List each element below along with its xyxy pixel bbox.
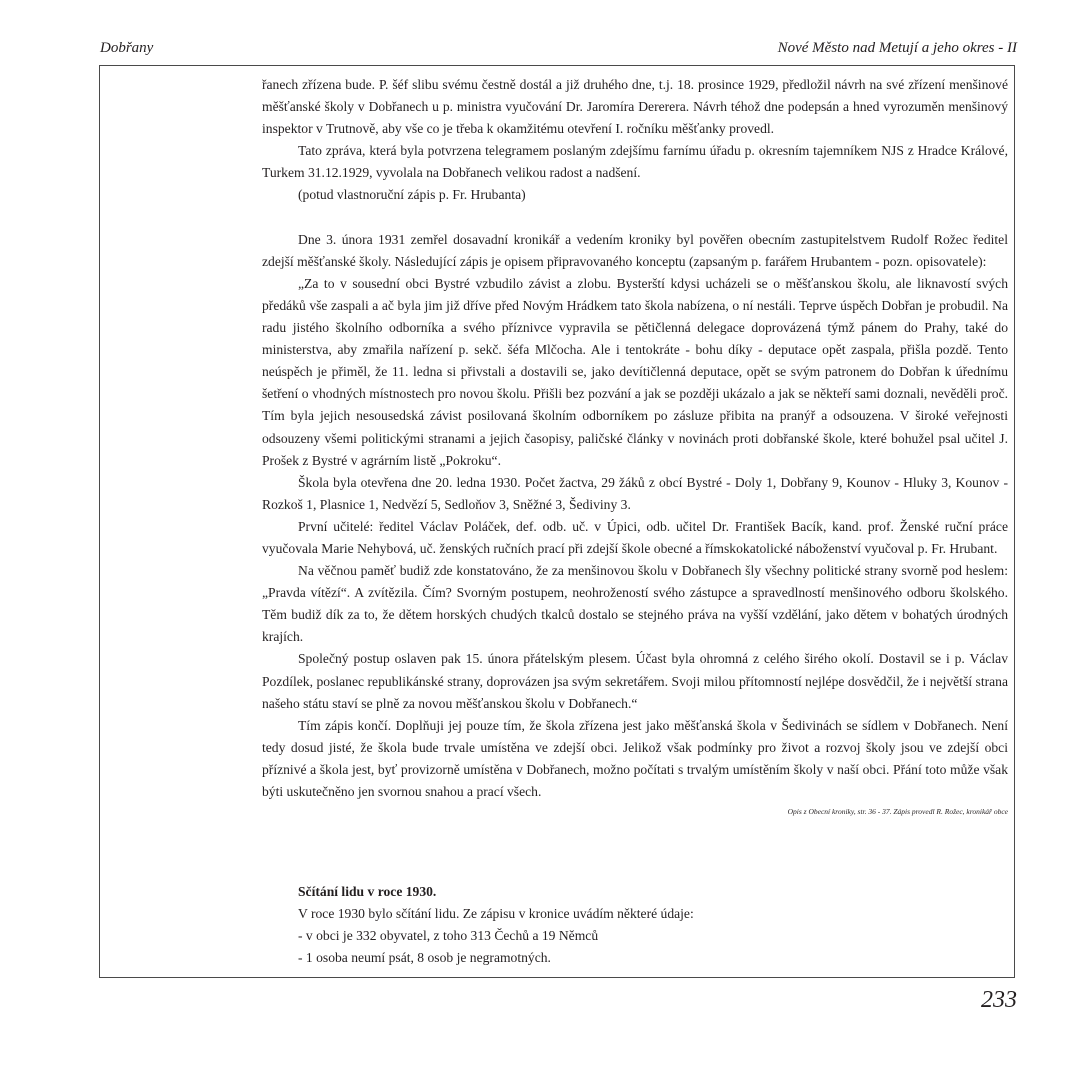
paragraph: Na věčnou paměť budiž zde konstatováno, že za menšinovou školu v Dobřanech šly všechny politické strany svorně pod heslem: „Pravda vítězí“. A zvítězila. Čím? Svorným postupem, neohrožeností svého zástupce a spravedlností menšinového odboru školského. Těm budiž dík za to, že dětem horských chudých tkalců dostalo se stejného práva na vyšší vzdělání, jako dětem v bohatých úrodných krajích. (262, 563, 1008, 645)
blank-line (262, 207, 1008, 229)
header-left-title: Dobřany (100, 40, 154, 56)
paragraph: řanech zřízena bude. P. šéf slibu svému čestně dostál a již druhého dne, t.j. 18. prosince 1929, předložil návrh na své zřízení menšinové měšťanské školy v Dobřanech u p. ministra vyučování Dr. Jaromíra Dererera. Návrh téhož dne podepsán a hned vyrozuměn menšinový inspektor v Trutnově, aby vše co je třeba k okamžitému otevření I. ročníku měšťanky provedl. (262, 77, 1008, 137)
section-line: - v obci je 332 obyvatel, z toho 313 Čechů a 19 Němců (298, 928, 599, 943)
paragraph: První učitelé: ředitel Václav Poláček, def. odb. uč. v Úpici, odb. učitel Dr. František Bacík, kand. prof. Ženské ruční práce vyučovala Marie Nehybová, uč. ženských ručních prací při zdejší škole obecné a římskokatolické náboženství vyučoval p. Fr. Hrubant. (262, 518, 1008, 556)
section-line: - 1 osoba neumí psát, 8 osob je negramotných. (298, 950, 551, 965)
section-heading: Sčítání lidu v roce 1930. (298, 884, 437, 899)
paragraph: (potud vlastnoruční zápis p. Fr. Hrubanta) (298, 187, 526, 203)
paragraph: Společný postup oslaven pak 15. února přátelským plesem. Účast byla ohromná z celého širého okolí. Dostavil se i p. Václav Pozdílek, poslanec republikánské strany, doprovázen jsa svým sekretářem. Svoji milou přítomností nejlépe dosvědčil, že i největší strana našeho státu staví se plně za novou měšťanskou školu v Dobřanech.“ (262, 651, 1008, 711)
page-number: 233 (981, 987, 1017, 1013)
paragraph: Škola byla otevřena dne 20. ledna 1930. Počet žactva, 29 žáků z obcí Bystré - Doly 1, Dobřany 9, Kounov - Hluky 3, Kounov - Rozkoš 1, Plasnice 1, Nedvězí 5, Sedloňov 3, Sněžné 3, Šediviny 3. (262, 474, 1008, 512)
source-note: Opis z Obecní kroniky, str. 36 - 37. Zápis provedl R. Rožec, kronikář obce (787, 807, 1008, 817)
section-line: V roce 1930 bylo sčítání lidu. Ze zápisu v kronice uvádím některé údaje: (298, 906, 694, 921)
running-header (100, 38, 1017, 58)
census-section (298, 881, 998, 969)
paragraph: „Za to v sousední obci Bystré vzbudilo závist a zlobu. Bysterští kdysi ucházeli se o měšťanskou školu, ale liknavostí svých předáků vše zaspali a ač byla jim již dříve před Novým Hrádkem tato škola nabízena, o ní nestáli. Teprve úspěch Dobřan je probudil. Na radu jistého školního odborníka a svého příznivce vypravila se pětičlenná delegace doprovázená týmž pánem do Prahy, také do ministerstva, aby zmařila nařízení p. sekč. šéfa Mlčocha. Ale i tentokráte - bohu díky - deputace opět zaspala, přišla pozdě. Tento neúspěch je přiměl, že 11. ledna si přivstali a dostavili se, jako devítičlenná deputace, opět se svým patronem do Dobřan k úřednímu šetření o vhodných místnostech pro novou školu. Přišli bez pozvání a jak se později ukázalo a jak se někteří sami doznali, nevěděli proč. Tím byla jejich nesousedská závist posilovaná školním odborníkem po zásluze přibita na pranýř a odsouzena. V široké veřejnosti odsouzeny všemi politickými stranami a jejich časopisy, paličské články v novinách proti dobřanské škole, které bohužel psal učitel J. Prošek z Bystré v agrárním listě „Pokroku“. (262, 275, 1008, 468)
paragraph: Tato zpráva, která byla potvrzena telegramem poslaným zdejšímu farnímu úřadu p. okresním tajemníkem NJS z Hradce Králové, Turkem 31.12.1929, vyvolala na Dobřanech velikou radost a nadšení. (262, 143, 1008, 181)
header-right-title: Nové Město nad Metují a jeho okres - II (777, 40, 1017, 56)
body-text (262, 74, 1008, 819)
paragraph: Tím zápis končí. Doplňuji jej pouze tím, že škola zřízena jest jako měšťanská škola v Šedivinách se sídlem v Dobřanech. Není tedy dosud jisté, že škola bude trvale umístěna ve zdejší obci. Jelikož však podmínky pro život a rozvoj školy jsou ve zdejší obci příznivé a škola jest, byť provizorně umístěna v Dobřanech, možno počítati s trvalým umístěním školy v naší obci. Přání toto může však býti uskutečněno jen svornou snahou a prací všech. (262, 717, 1008, 799)
paragraph: Dne 3. února 1931 zemřel dosavadní kronikář a vedením kroniky byl pověřen obecním zastupitelstvem Rudolf Rožec ředitel zdejší měšťanské školy. Následující zápis je opisem připravovaného konceptu (zapsaným p. farářem Hrubantem - pozn. opisovatele): (262, 231, 1008, 269)
